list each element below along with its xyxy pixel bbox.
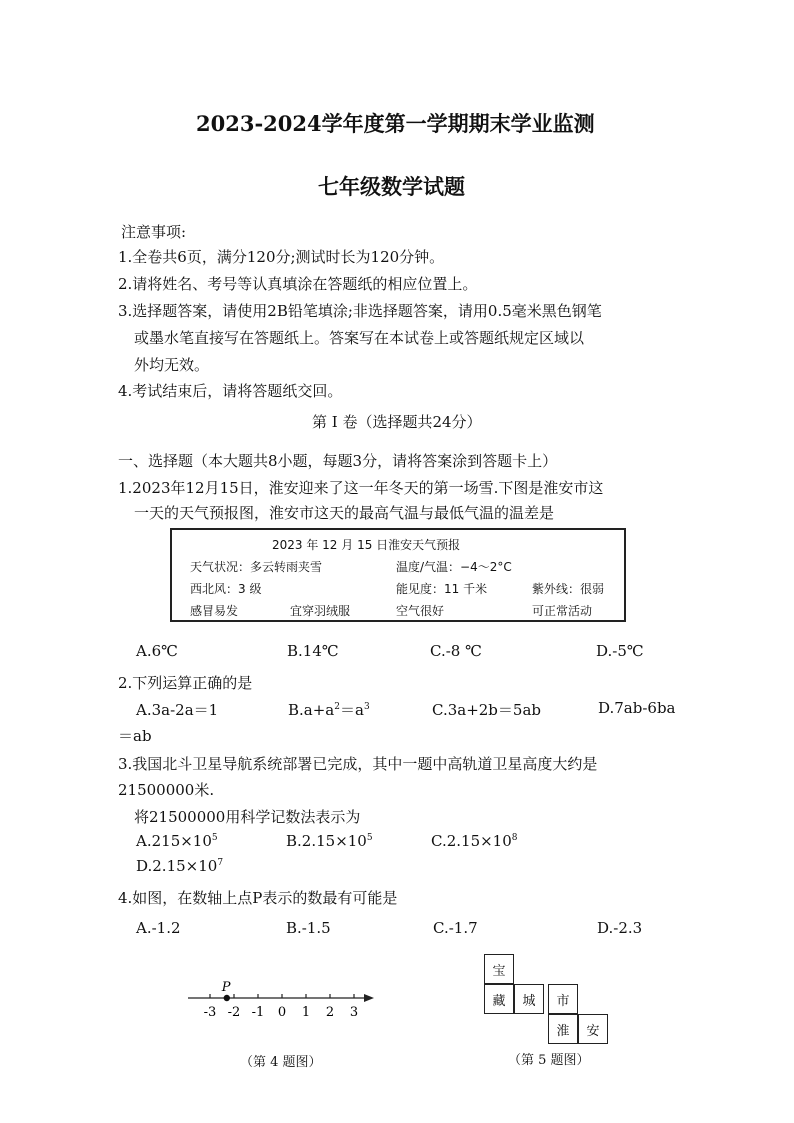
q3-option-d: $D.2.15\times 10^7$ <box>136 857 224 875</box>
note-item: 4.考试结束后，请将答题纸交回。 <box>118 382 343 400</box>
weather-tip-clothing: 宜穿羽绒服 <box>290 604 351 618</box>
q4-stem: 4.如图，在数轴上点P表示的数最有可能是 <box>118 889 398 907</box>
q2-option-d-cont: ＝ab <box>118 727 152 745</box>
q4-option-b: B.-1.5 <box>286 919 331 937</box>
weather-wind: 西北风：3 级 <box>190 582 262 596</box>
q3-stem-line3: 将21500000用科学记数法表示为 <box>134 808 361 826</box>
net-cell: 宝 <box>484 954 514 984</box>
part-heading: 一、选择题（本大题共8小题，每题3分，请将答案涂到答题卡上） <box>118 452 558 470</box>
volume-heading: 第 I 卷（选择题共24分） <box>312 413 482 431</box>
weather-forecast-box <box>170 528 626 622</box>
number-line-tick-label: -3 <box>203 1005 217 1020</box>
q1-option-d: D.-5℃ <box>596 642 644 660</box>
q4-option-a: A.-1.2 <box>136 919 181 937</box>
number-line-point <box>224 995 230 1001</box>
weather-tip-cold: 感冒易发 <box>190 604 239 618</box>
number-line-tick-label: 2 <box>325 1005 335 1020</box>
note-item: 1.全卷共6页，满分120分;测试时长为120分钟。 <box>118 248 445 266</box>
q5-figure-caption: （第 5 题图） <box>508 1053 590 1068</box>
weather-temperature: 温度/气温：−4～2°C <box>396 560 512 574</box>
q3-option-a: $A.215\times 10^5$ <box>136 832 218 850</box>
q2-option-d: D.7ab-6ba <box>598 699 676 717</box>
q2-option-c: C.3a+2b＝5ab <box>432 701 541 719</box>
weather-tip-air: 空气很好 <box>396 604 445 618</box>
weather-box-title: 2023 年 12 月 15 日淮安天气预报 <box>272 538 461 552</box>
number-line-tick-label: 3 <box>349 1005 359 1020</box>
q4-figure-caption: （第 4 题图） <box>240 1055 322 1070</box>
note-item: 或墨水笔直接写在答题纸上。答案写在本试卷上或答题纸规定区域以 <box>134 329 585 347</box>
q4-option-c: C.-1.7 <box>433 919 478 937</box>
exam-subtitle: 七年级数学试题 <box>318 174 465 199</box>
note-item: 3.选择题答案，请使用2B铅笔填涂;非选择题答案，请用0.5毫米黑色钢笔 <box>118 302 602 320</box>
number-line-tick-label: 1 <box>301 1005 311 1020</box>
number-line-tick-label: 0 <box>277 1005 287 1020</box>
number-line-arrow <box>364 994 374 1002</box>
net-cell: 市 <box>548 984 578 1014</box>
net-cell: 安 <box>578 1014 608 1044</box>
number-line-point-label: P <box>221 980 231 995</box>
notes-heading: 注意事项: <box>121 223 187 241</box>
q1-option-a: A.6℃ <box>136 642 178 660</box>
q1-stem-line1: 1.2023年12月15日，淮安迎来了这一年冬天的第一场雪.下图是淮安市这 <box>118 479 604 497</box>
note-item: 2.请将姓名、考号等认真填涂在答题纸的相应位置上。 <box>118 275 478 293</box>
q4-option-d: D.-2.3 <box>597 919 643 937</box>
weather-condition: 天气状况：多云转雨夹雪 <box>190 560 323 574</box>
q3-option-c: $C.2.15\times 10^8$ <box>431 832 518 850</box>
q1-stem-line2: 一天的天气预报图，淮安市这天的最高气温与最低气温的温差是 <box>134 504 555 522</box>
number-line-figure <box>180 975 390 1025</box>
net-cell: 藏 <box>484 984 514 1014</box>
number-line-tick-label: -1 <box>251 1005 265 1020</box>
net-cell: 城 <box>514 984 544 1014</box>
q1-option-b: B.14℃ <box>287 642 339 660</box>
q2-option-b: $B.a+a^2=a^3$ <box>288 701 370 719</box>
weather-uv: 紫外线：很弱 <box>532 582 605 596</box>
q1-option-c: C.-8 ℃ <box>430 642 482 660</box>
q3-option-b: $B.2.15\times 10^5$ <box>286 832 373 850</box>
exam-title: 2023-2024学年度第一学期期末学业监测 <box>196 111 595 136</box>
number-line-tick-label: -2 <box>227 1005 241 1020</box>
q2-stem: 2.下列运算正确的是 <box>118 674 253 692</box>
q2-option-a: A.3a-2a＝1 <box>136 701 219 719</box>
note-item: 外均无效。 <box>134 356 210 374</box>
weather-tip-activity: 可正常活动 <box>532 604 593 618</box>
q3-stem-line1: 3.我国北斗卫星导航系统部署已完成，其中一题中高轨道卫星高度大约是 <box>118 755 598 773</box>
weather-visibility: 能见度：11 千米 <box>396 582 488 596</box>
q3-stem-line2: 21500000米. <box>118 781 215 799</box>
net-cell: 淮 <box>548 1014 578 1044</box>
